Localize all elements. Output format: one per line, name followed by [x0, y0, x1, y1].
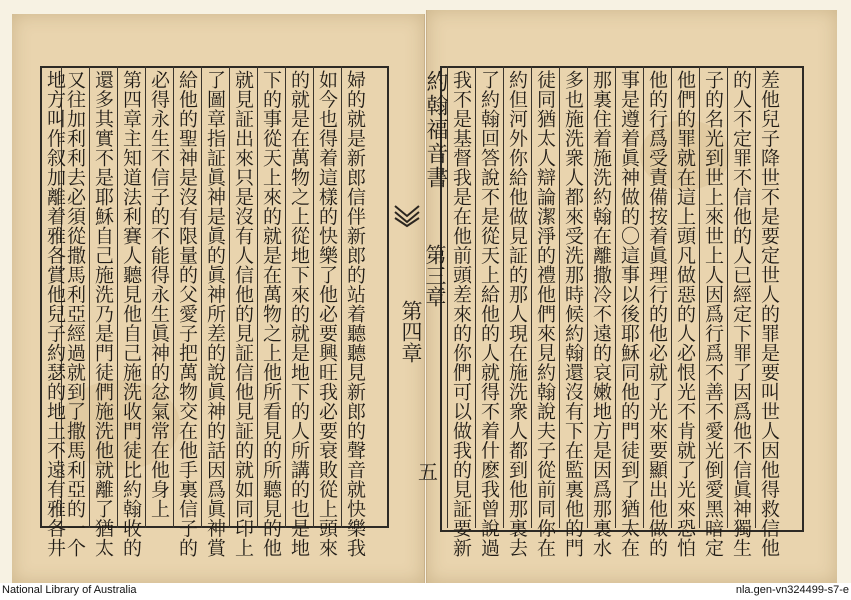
- chapter-four-label: 第四章: [399, 300, 423, 363]
- right-text-column: 他的行爲受責備按着眞理行的他必就了光來要顯出他做的: [646, 70, 668, 558]
- left-text-column: 地方叫作叙加離着雅各賞他兒子約瑟的地土不遠有雅各井: [44, 70, 66, 558]
- column-divider: [727, 66, 728, 528]
- column-divider: [201, 66, 202, 528]
- column-divider: [173, 66, 174, 528]
- fishtail-ornament-icon: [393, 204, 421, 228]
- left-text-column: 下的事從天上來的就是在萬物之上他所看見的所聽見的他: [260, 70, 282, 558]
- column-divider: [475, 66, 476, 528]
- left-text-column: 如今也得着這樣的快樂了他必要興旺我必要衰敗從上頭來: [316, 70, 338, 558]
- left-text-column: 還多其實不是耶穌自己施洗乃是門徒們施洗他就離了猶太: [92, 70, 114, 558]
- right-text-column: 事是遵着眞神做的〇這事以後耶穌同他的門徒到了猶太在: [618, 70, 640, 558]
- column-divider: [531, 66, 532, 528]
- left-text-column: 了圖章指証眞神是眞的眞神所差的說眞神的話因爲眞神賞: [204, 70, 226, 558]
- left-text-column: 必得永生不信子的不能得永生眞神的忿氣常在他身上: [148, 70, 170, 519]
- right-text-column: 多也施洗衆人都來受洗那時候約翰還沒有下在監裏他的門: [562, 70, 584, 558]
- left-text-column: 婦的就是新郎信伴新郎的站着聽聽見新郎的聲音就快樂我: [344, 70, 366, 558]
- column-divider: [615, 66, 616, 528]
- left-text-column: 第四章主知道法利賽人聽見他自己施洗收門徒比約翰收的: [120, 70, 142, 558]
- column-divider: [643, 66, 644, 528]
- left-text-column: 的就是在萬物之上從地下來的就是地下的人所講的也是地: [288, 70, 310, 558]
- column-divider: [229, 66, 230, 528]
- column-divider: [503, 66, 504, 528]
- column-divider: [587, 66, 588, 528]
- column-divider: [671, 66, 672, 528]
- right-text-column: 子的名光到世上來世上人因爲行爲不善不愛光倒愛黑暗定: [702, 70, 724, 558]
- footer-item-id: nla.gen-vn324499-s7-e: [735, 584, 849, 596]
- column-divider: [285, 66, 286, 528]
- column-divider: [89, 66, 90, 528]
- column-divider: [117, 66, 118, 528]
- footer-library-credit: National Library of Australia: [2, 584, 137, 596]
- column-divider: [257, 66, 258, 528]
- column-divider: [313, 66, 314, 528]
- page-number: 五: [418, 460, 438, 484]
- right-text-column: 約但河外你給他做見証的那人現在施洗衆人都到他那裏去: [506, 70, 528, 558]
- column-divider: [145, 66, 146, 528]
- book-title: 約翰福音書: [423, 70, 448, 190]
- chapter-three-label: 第三章: [423, 244, 447, 307]
- right-text-column: 了約翰回答說不是從天上給他的人就得不着什麽我曾說過: [478, 70, 500, 558]
- right-text-column: 差他兒子降世不是要定世人的罪是要叫世人因他得救信他: [758, 70, 780, 558]
- column-divider: [699, 66, 700, 528]
- column-divider: [559, 66, 560, 528]
- right-text-column: 他們的罪就在這上頭凡做惡的人必恨光不肯就了光來恐怕: [674, 70, 696, 558]
- right-text-column: 徒同猶太人辯論潔淨的禮他們來見約翰說夫子從前同你在: [534, 70, 556, 558]
- right-text-column: 我不是基督我是在他前頭差來的你們可以做我的見証要新: [450, 70, 472, 558]
- column-divider: [755, 66, 756, 528]
- right-text-column: 那裏住着施洗約翰在離撒冷不遠的哀嫩地方是因爲那裏水: [590, 70, 612, 558]
- left-text-column: 給他的聖神是沒有限量的父愛子把萬物交在他手裏信子的: [176, 70, 198, 558]
- right-text-column: 的人不定罪不信他的人已經定下罪了因爲他不信眞神獨生: [730, 70, 752, 558]
- column-divider: [341, 66, 342, 528]
- left-text-column: 又往加利利去必須從撒馬利亞經過就到了撒馬利亞的一个: [64, 70, 86, 558]
- left-text-column: 就見証出來只是沒有人信他的見証信他見証的就如同印上: [232, 70, 254, 558]
